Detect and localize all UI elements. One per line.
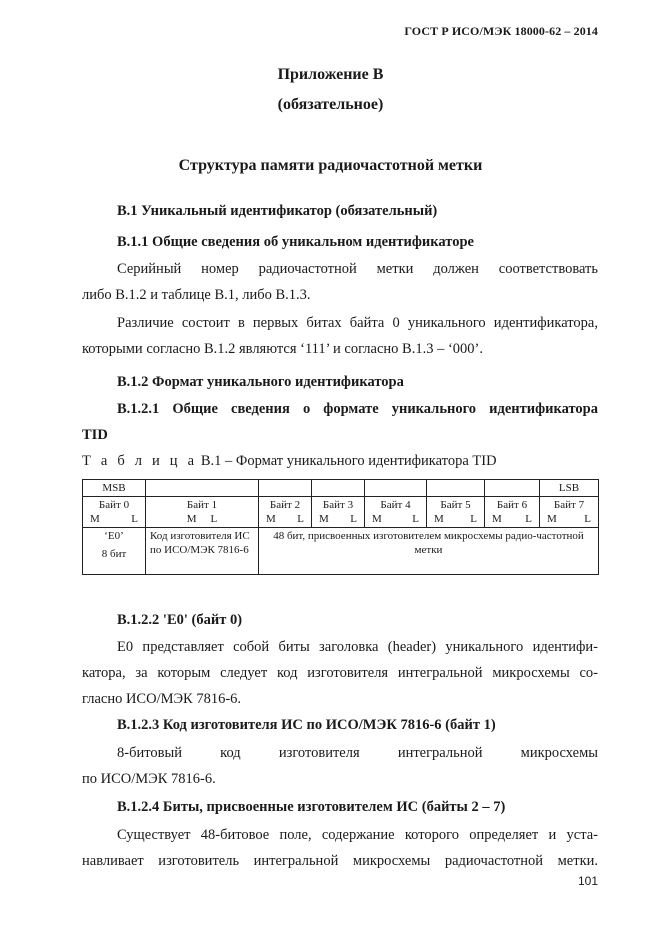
table-row-bytes: [83, 497, 599, 528]
section-b124-title: В.1.2.4 Биты, присвоенные изготовителем ИС (байты 2 – 7): [117, 799, 506, 815]
table-row-content: [83, 528, 599, 575]
empty-cell: [146, 480, 259, 497]
byte-2-cell: Байт 2 M L: [259, 497, 312, 528]
paragraph-4-line-2: по ИСО/МЭК 7816-6.: [82, 771, 216, 787]
manufacturer-code-cell: Код изготовителя ИС по ИСО/МЭК 7816-6: [146, 528, 259, 575]
byte-1-cell: Байт 1 M L: [146, 497, 259, 528]
byte-6-cell: Байт 6 M L: [485, 497, 540, 528]
document-header: ГОСТ Р ИСО/МЭК 18000-62 – 2014: [404, 24, 598, 38]
paragraph-5-line-2: навливает изготовитель интегральной микросхемы радиочастотной метки.: [82, 853, 598, 869]
paragraph-5-line-1: Существует 48-битовое поле, содержание которого определяет и уста-: [117, 827, 598, 843]
appendix-status: (обязательное): [277, 96, 384, 113]
empty-cell: [259, 480, 312, 497]
empty-cell: [427, 480, 485, 497]
section-b122-title: В.1.2.2 'E0' (байт 0): [117, 612, 243, 628]
byte-0-cell: Байт 0 M L: [83, 497, 146, 528]
byte-5-cell: Байт 5 M L: [427, 497, 485, 528]
paragraph-2-line-2: которыми согласно В.1.2 являются ‘111’ и согласно В.1.3 – ‘000’.: [82, 341, 483, 357]
paragraph-3-line-3: гласно ИСО/МЭК 7816-6.: [82, 691, 242, 707]
appendix-heading: Структура памяти радиочастотной метки: [178, 157, 483, 174]
table-row-msb-lsb: [83, 480, 599, 497]
paragraph-4-line-1: 8-битовый код изготовителя интегральной микросхемы: [117, 745, 598, 761]
empty-cell: [312, 480, 365, 497]
paragraph-3-line-1: E0 представляет собой биты заголовка (header) уникального идентифи-: [117, 639, 598, 655]
table-caption-text: В.1 – Формат уникального идентификатора TID: [200, 453, 497, 469]
section-b121-title-line-1: В.1.2.1 Общие сведения о формате уникального идентификатора: [117, 401, 598, 417]
byte-7-cell: Байт 7 M L: [540, 497, 599, 528]
paragraph-3-line-2: катора, за которым следует код изготовителя интегральной микросхемы со-: [82, 665, 598, 681]
section-b1-title: В.1 Уникальный идентификатор (обязательный): [117, 203, 438, 219]
section-b121-title-line-2: TID: [82, 427, 108, 443]
assigned-bits-cell: 48 бит, присвоенных изготовителем микросхемы радио-частотной метки: [259, 528, 599, 575]
section-b11-title: В.1.1 Общие сведения об уникальном идентификаторе: [117, 234, 474, 250]
byte-3-cell: Байт 3 M L: [312, 497, 365, 528]
msb-cell: MSB: [83, 480, 146, 497]
page-number: 101: [577, 874, 598, 888]
table-caption-prefix: Т а б л и ц а: [82, 453, 198, 469]
e0-cell: ‘E0’ 8 бит: [83, 528, 146, 575]
empty-cell: [485, 480, 540, 497]
paragraph-2-line-1: Различие состоит в первых битах байта 0 уникального идентификатора,: [117, 315, 598, 331]
empty-cell: [365, 480, 427, 497]
table-caption: [82, 453, 497, 470]
section-b123-title: В.1.2.3 Код изготовителя ИС по ИСО/МЭК 7816-6 (байт 1): [117, 717, 496, 733]
tid-format-table: [82, 479, 599, 575]
section-b12-title: В.1.2 Формат уникального идентификатора: [117, 374, 404, 390]
paragraph-1-line-1: Серийный номер радиочастотной метки должен соответствовать: [117, 261, 598, 277]
byte-4-cell: Байт 4 M L: [365, 497, 427, 528]
paragraph-1-line-2: либо В.1.2 и таблице В.1, либо В.1.3.: [82, 287, 311, 303]
lsb-cell: LSB: [540, 480, 599, 497]
appendix-title: Приложение В: [277, 66, 384, 83]
